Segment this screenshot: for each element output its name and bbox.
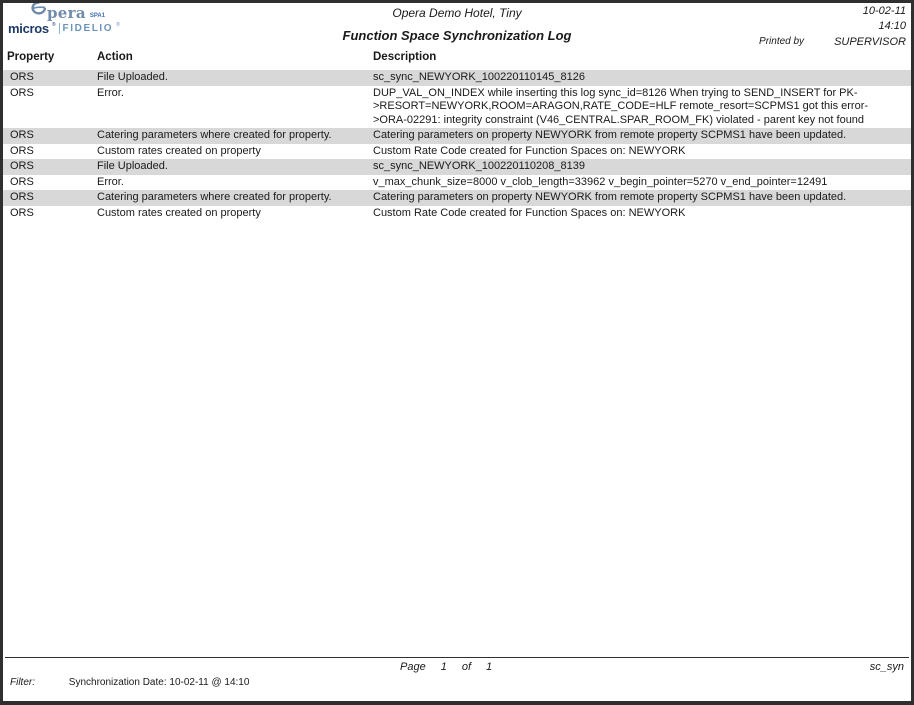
sync-log-table <box>3 50 911 221</box>
cell-property: ORS <box>10 160 34 172</box>
print-date: 10-02-11 <box>862 5 906 17</box>
report-header <box>3 3 911 51</box>
cell-description: Custom Rate Code created for Function Spaces on: NEWYORK <box>373 206 686 219</box>
page-label: Page <box>400 661 426 673</box>
cell-action: File Uploaded. <box>97 71 168 83</box>
report-title: Function Space Synchronization Log <box>342 28 572 43</box>
cell-property: ORS <box>10 206 34 219</box>
cell-action: Catering parameters where created for property. <box>97 129 332 141</box>
cell-action: Catering parameters where created for property. <box>97 191 332 203</box>
column-header-action: Action <box>97 51 133 63</box>
cell-action: Error. <box>97 175 124 188</box>
cell-description: Catering parameters on property NEWYORK from remote property SCPMS1 have been updated. <box>373 129 847 141</box>
column-header-property: Property <box>7 51 55 63</box>
filter-label: Filter: <box>10 677 35 688</box>
print-time: 14:10 <box>878 20 906 32</box>
of-label: of <box>461 661 472 673</box>
opera-wordmark: pera <box>47 4 86 22</box>
opera-tagline: SPA1 <box>89 13 106 19</box>
table-row <box>3 190 911 206</box>
cell-action: Custom rates created on property <box>97 144 261 157</box>
fidelio-trademark-icon: ® <box>116 22 120 28</box>
cell-description: sc_sync_NEWYORK_100220110145_8126 <box>373 71 585 83</box>
table-body <box>3 70 911 221</box>
table-row <box>3 70 911 86</box>
table-row <box>3 128 911 144</box>
table-header-row <box>3 50 911 67</box>
cell-description: DUP_VAL_ON_INDEX while inserting this log sync_id=8126 When trying to SEND_INSERT for PK- >RESORT=NEWYORK,ROOM=ARAGON,RATE_CODE=HLF remote_resort=SCPMS1 got this error- >ORA-02291: integrity constraint (V46_CENTRAL.SPAR_ROOM_FK) violated - parent key not found <box>373 86 869 126</box>
cell-property: ORS <box>10 191 34 203</box>
printed-by-row <box>759 36 906 48</box>
print-info <box>759 5 906 48</box>
page-number: 1 <box>440 661 447 673</box>
cell-property: ORS <box>10 144 34 157</box>
cell-property: ORS <box>10 71 34 83</box>
cell-property: ORS <box>10 129 34 141</box>
page-indicator <box>400 661 492 673</box>
micros-trademark-icon: ® <box>51 22 56 28</box>
page-total: 1 <box>486 661 493 673</box>
printed-by-user: SUPERVISOR <box>834 36 906 48</box>
cell-description: v_max_chunk_size=8000 v_clob_length=33962 v_begin_pointer=5270 v_end_pointer=12491 <box>373 175 828 188</box>
cell-property: ORS <box>10 175 34 188</box>
cell-description: Custom Rate Code created for Function Spaces on: NEWYORK <box>373 144 686 157</box>
report-code: sc_syn <box>869 661 904 673</box>
cell-action: File Uploaded. <box>97 160 168 172</box>
cell-property: ORS <box>10 86 34 99</box>
hotel-name: Opera Demo Hotel, Tiny <box>392 6 522 20</box>
column-header-description: Description <box>373 51 437 63</box>
printed-by-label: Printed by <box>759 36 805 47</box>
cell-action: Custom rates created on property <box>97 206 261 219</box>
table-row <box>3 86 911 129</box>
table-row <box>3 175 911 191</box>
cell-description: sc_sync_NEWYORK_100220110208_8139 <box>373 160 585 172</box>
fidelio-wordmark: FIDELIO <box>62 23 114 34</box>
cell-description: Catering parameters on property NEWYORK from remote property SCPMS1 have been updated. <box>373 191 847 203</box>
table-row <box>3 144 911 160</box>
micros-wordmark: micros <box>8 21 49 36</box>
table-row <box>3 159 911 175</box>
filter-value: Synchronization Date: 10-02-11 @ 14:10 <box>68 677 250 688</box>
filter-row <box>10 677 249 688</box>
table-row <box>3 206 911 222</box>
footer-divider <box>5 657 909 658</box>
cell-action: Error. <box>97 86 124 99</box>
